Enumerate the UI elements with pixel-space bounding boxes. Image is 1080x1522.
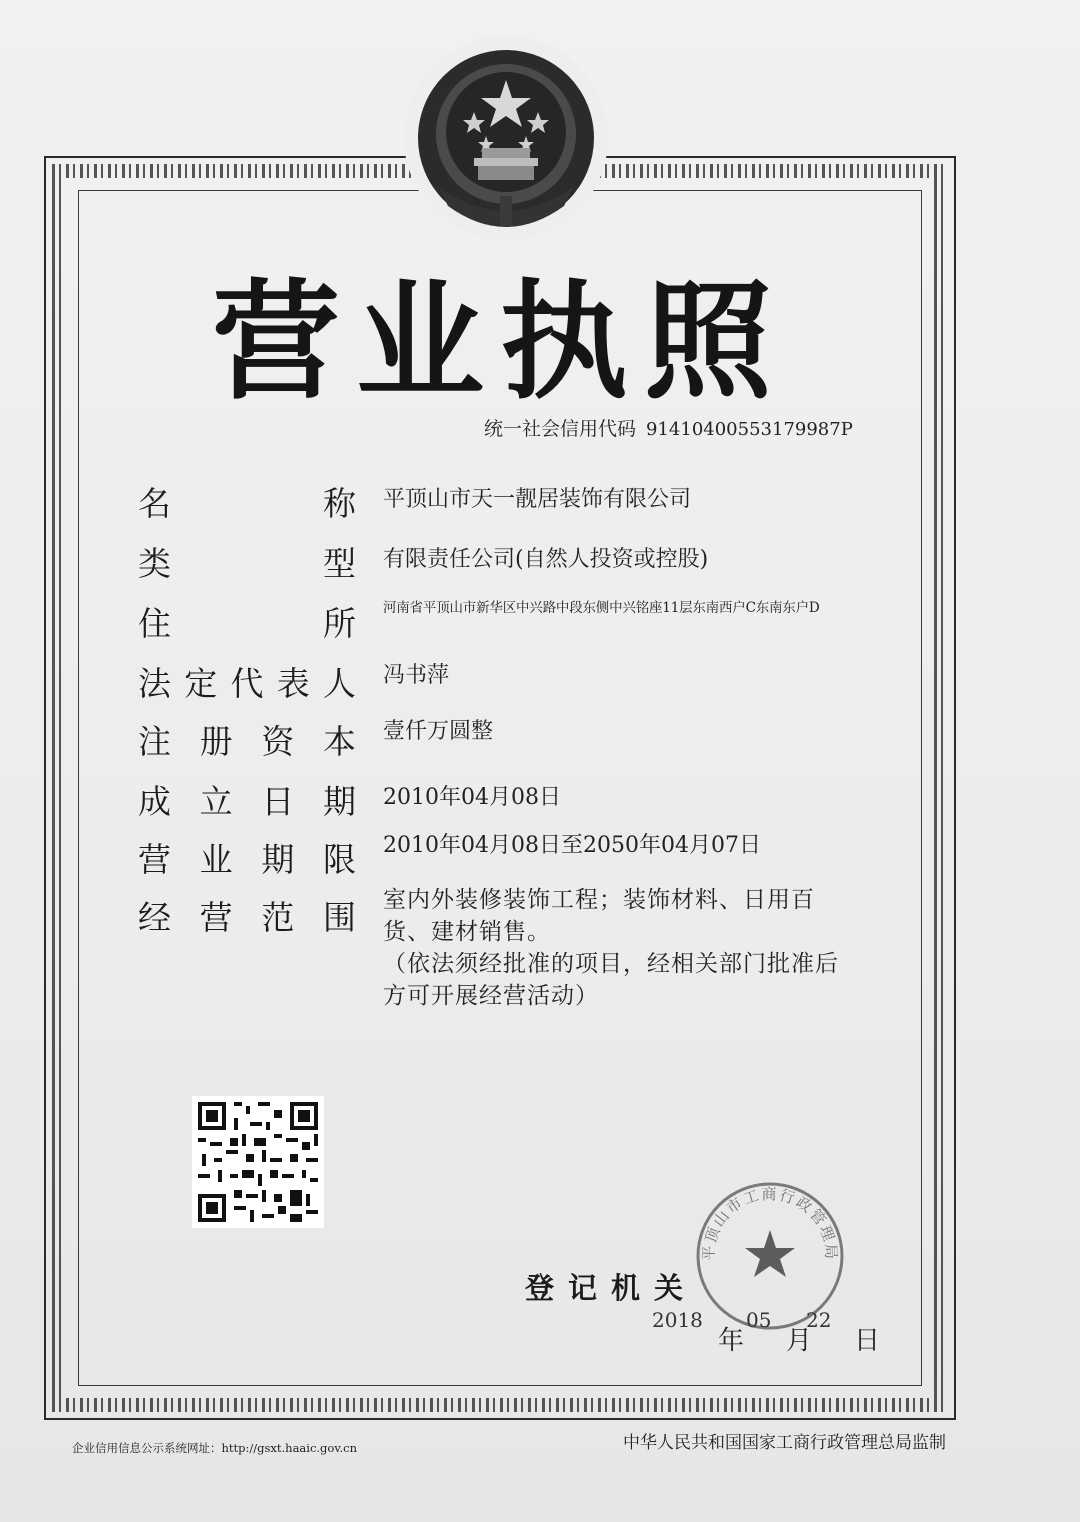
day-char: 日 xyxy=(854,1326,881,1356)
issue-month: 05 xyxy=(746,1308,772,1332)
issue-year: 2018 xyxy=(652,1308,703,1332)
seal-text: 平顶山市工商行政管理局 xyxy=(699,1185,841,1262)
issue-day: 22 xyxy=(806,1308,832,1332)
field-label: 注册资本 xyxy=(138,722,356,761)
field-value: 冯书萍 xyxy=(383,663,450,688)
field-value: 河南省平顶山市新华区中兴路中段东侧中兴铭座11层东南西户C东南东户D xyxy=(383,600,820,616)
field-label: 营业期限 xyxy=(138,840,356,879)
field-value: 壹仟万圆整 xyxy=(383,719,494,744)
credit-code-value: 91410400553179987P xyxy=(646,419,853,440)
scope-line: 货、建材销售。 xyxy=(383,919,551,945)
scope-line: 方可开展经营活动） xyxy=(383,983,599,1009)
national-emblem xyxy=(404,36,608,240)
field-label: 经营范围 xyxy=(138,898,356,937)
footer-website: 企业信用信息公示系统网址：http://gsxt.haaic.gov.cn xyxy=(72,1441,357,1455)
field-value: 平顶山市天一靓居装饰有限公司 xyxy=(383,487,692,512)
year-char: 年 xyxy=(718,1326,745,1356)
credit-code-label: 统一社会信用代码 xyxy=(484,418,637,440)
qr-code xyxy=(192,1096,324,1228)
field-value: 2010年04月08日 xyxy=(383,785,561,810)
scope-line: （依法须经批准的项目，经相关部门批准后 xyxy=(383,951,839,977)
scope-line: 室内外装修装饰工程；装饰材料、日用百 xyxy=(383,887,815,913)
footer-supervisor: 中华人民共和国国家工商行政管理总局监制 xyxy=(623,1433,946,1453)
registration-authority-label: 登记机关 xyxy=(525,1271,698,1305)
field-label: 名称 xyxy=(138,484,356,523)
month-char: 月 xyxy=(786,1326,813,1356)
license-title: 营业执照 xyxy=(211,268,788,417)
field-label: 住所 xyxy=(138,604,356,643)
field-label: 法定代表人 xyxy=(138,664,356,703)
field-label: 类型 xyxy=(138,544,356,583)
field-value: 2010年04月08日至2050年04月07日 xyxy=(383,833,761,858)
credit-code xyxy=(484,414,853,441)
field-label: 成立日期 xyxy=(138,782,356,821)
field-value: 有限责任公司(自然人投资或控股) xyxy=(383,547,709,572)
field-value xyxy=(383,884,863,1012)
